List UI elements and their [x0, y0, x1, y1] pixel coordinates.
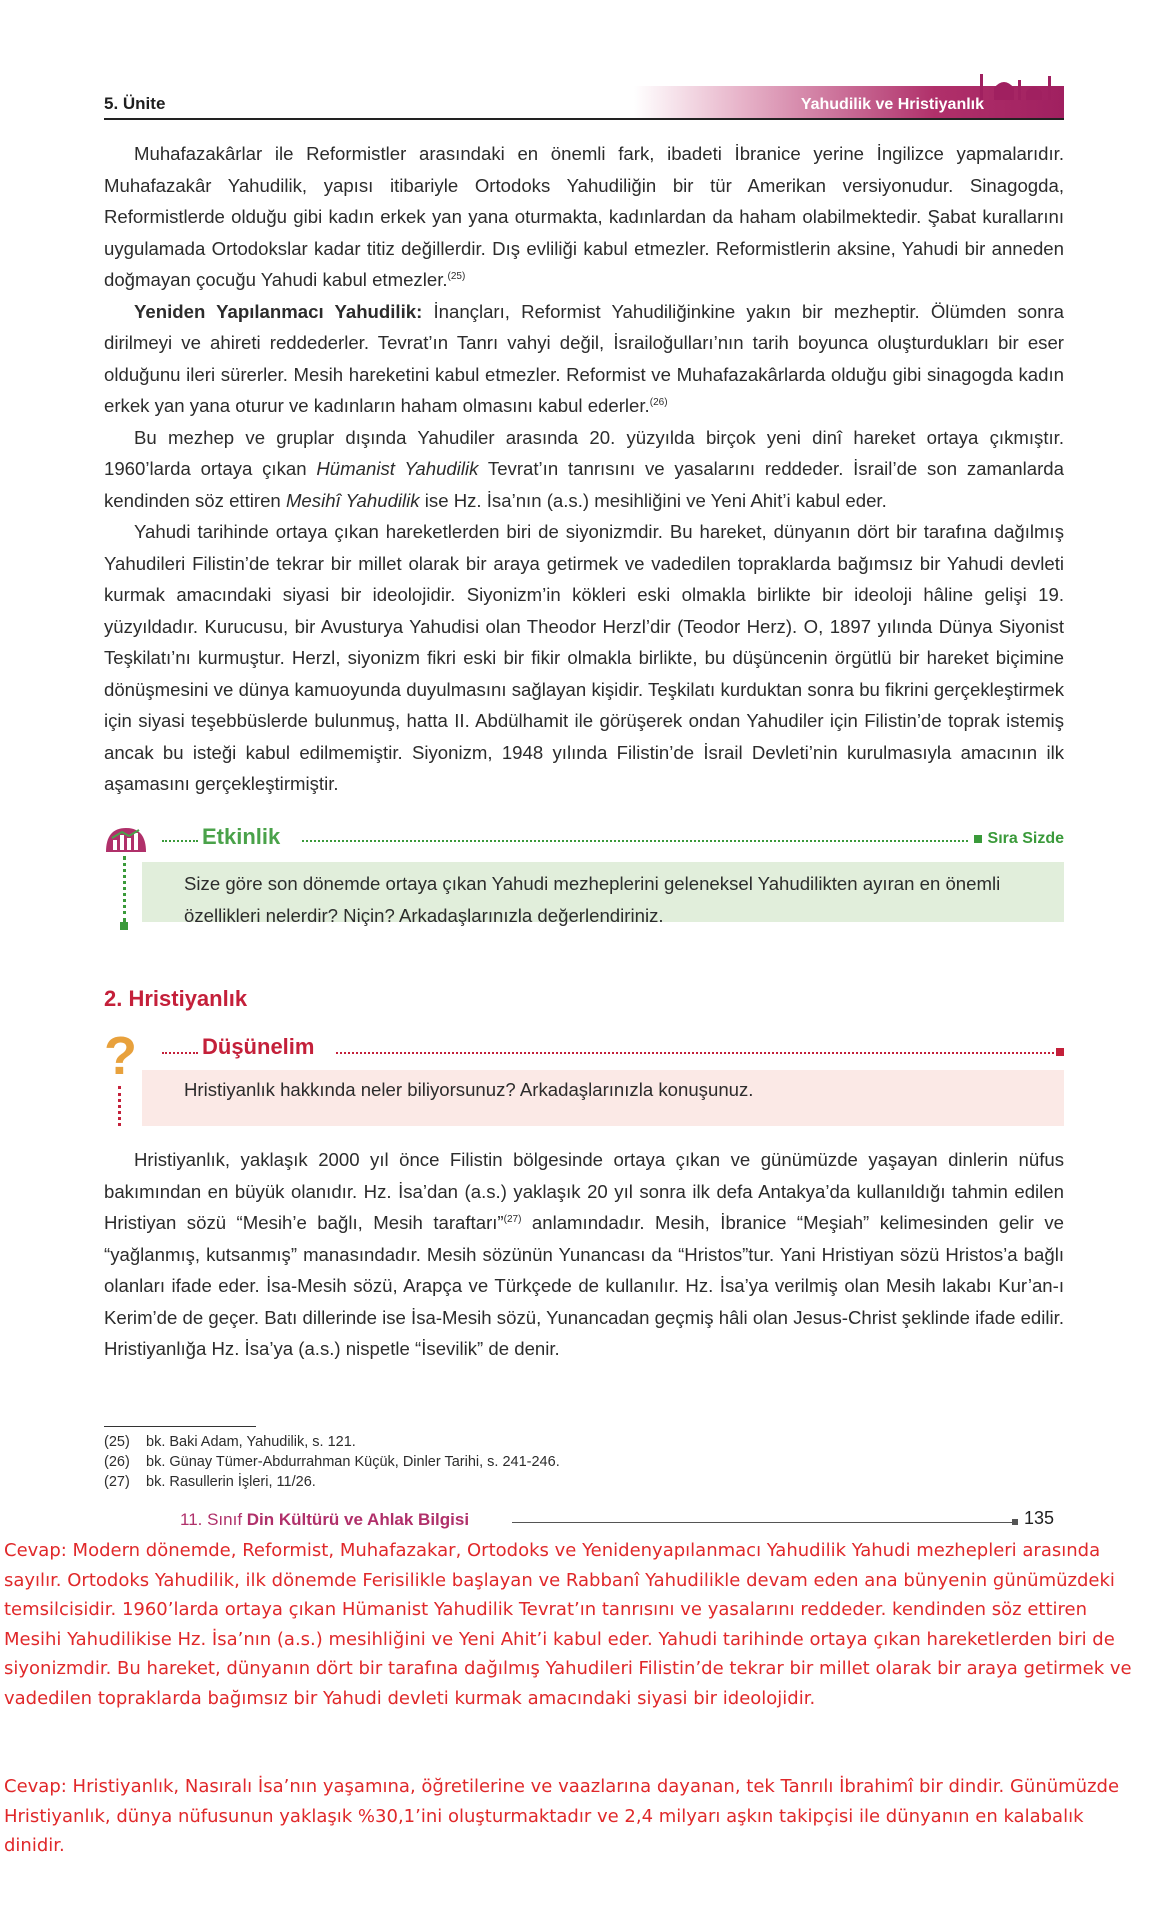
- etkinlik-box: [104, 822, 1064, 934]
- chapter-title: Yahudilik ve Hristiyanlık: [800, 96, 984, 113]
- unit-label: 5. Ünite: [104, 94, 166, 113]
- footer-book-title: 11. Sınıf Din Kültürü ve Ahlak Bilgisi: [180, 1510, 470, 1529]
- paragraph-siyonizm: Yahudi tarihinde ortaya çıkan hareketlerden biri de siyonizmdir. Bu hareket, dünyanın dört bir tarafına dağılmış Yahudileri Filistin’de tekrar bir millet olarak bir araya getirmek ve vadedilen topraklarda bağımsız bir Yahudi devleti kurmak amacındaki siyasi bir ideolojidir. Siyonizm’in kökleri eski olmakla birlikte bir ideoloji hâline gelişi 19. yüzyıldadır. Kurucusu, bir Avusturya Yahudisi olan Theodor Herzl’dir (Teodor Herz). O, 1897 yılında Dünya Siyonist Teşkilatı’nı kurmuştur. Herzl, siyonizm fikri eski bir fikir olmakla birlikte, bu düşüncenin örgütlü bir hareket biçimine dönüşmesini ve dünya kamuoyunda duyulmasını sağlayan kişidir. Teşkilatı kurduktan sonra bu fikrini gerçekleştirmek için siyasi teşebbüslerde bulunmuş, hatta II. Abdülhamit ile görüşerek ondan Yahudiler için Filistin’de toprak istemiş ancak bu isteği kabul edilmemiştir. Siyonizm, 1948 yılında Filistin’de İsrail Devleti’nin kurulmasıyla amacının ilk aşamasını gerçekleştirmiştir.: [104, 521, 1064, 794]
- section-title-hristiyanlik: 2. Hristiyanlık: [104, 986, 248, 1011]
- footnote-ref-26: (26): [649, 396, 668, 408]
- dusunelim-title: Düşünelim: [202, 1034, 315, 1059]
- header-banner: [634, 86, 1064, 118]
- page-header: [104, 86, 1064, 120]
- question-mark-icon: ?: [104, 1026, 137, 1086]
- answer-1: Cevap: Modern dönemde, Reformist, Muhafazakar, Ortodoks ve Yenidenyapılanmacı Yahudilik Yahudi mezhepleri arasında sayılır. Ortodoks Yahudilik, ilk dönemde Ferisilikle başlayan ve Rabbanî Yahudilikle devam eden ana bünyenin günümüzdeki temsilcisidir. 1960’larda ortaya çıkan Hümanist Yahudilik Tevrat’ın tanrısını ve yasalarını reddeder. kendinden söz ettiren Mesihi Yahudilikise Hz. İsa’nın (a.s.) mesihliğini ve Yeni Ahit’i kabul eder. Yahudi tarihinde ortaya çıkan hareketlerden biri de siyonizmdir. Bu hareket, dünyanın dört bir tarafına dağılmış Yahudileri Filistin’de tekrar bir millet olarak bir araya getirmek ve vadedilen topraklarda bağımsız bir Yahudi devleti kurmak amacındaki siyasi bir ideolojidir.: [4, 1540, 1132, 1709]
- paragraph-muhafazakar: Muhafazakârlar ile Reformistler arasındaki en önemli fark, ibadeti İbranice yerine İngilizce yapmalarıdır. Muhafazakâr Yahudilik, yapısı itibariyle Ortodoks Yahudiliğin bir tür Amerikan versiyonudur. Sinagogda, Reformistlerde olduğu gibi kadın erkek yan yana oturmakta, kadınlardan da haham olabilmektedir. Şabat kurallarını uygulamada Ortodokslar kadar titiz değillerdir. Dış evliliği kabul etmezler. Reformistlerin aksine, Yahudi bir anneden doğmayan çocuğu Yahudi kabul etmezler.$^{(25)}$: [104, 143, 1064, 290]
- etkinlik-dotted-line: [123, 856, 126, 922]
- dusunelim-box: [104, 1026, 1064, 1126]
- mosque-skyline-icon: [974, 70, 1064, 100]
- page-number: 135: [1024, 1508, 1055, 1528]
- answer-2: Cevap: Hristiyanlık, Nasıralı İsa’nın yaşamına, öğretilerine ve vaazlarına dayanan, tek Tanrılı İbrahimî bir dindir. Günümüzde Hristiyanlık, dünya nüfusunun yaklaşık %30,1’ini oluşturmaktadır ve 2,4 milyarı aşkın takipçisi ile dünyanın en kalabalık dinidir.: [4, 1776, 1120, 1856]
- dusunelim-dotted-line: [118, 1086, 121, 1126]
- footer-rule: [512, 1522, 1016, 1523]
- paragraph-yeni-hareketler: Bu mezhep ve gruplar dışında Yahudiler arasında 20. yüzyılda birçok yeni dinî hareket ortaya çıkmıştır. 1960’larda ortaya çıkan Hümanist Yahudilik Tevrat’ın tanrısını ve yasalarını reddeder. İsrail’de son zamanlarda kendinden söz ettiren Mesihî Yahudilik ise Hz. İsa’nın (a.s.) mesihliğini ve Yeni Ahit’i kabul eder.: [104, 426, 1064, 511]
- footnote-ref-27: (27): [503, 1213, 522, 1225]
- page-footer: [104, 1510, 1064, 1534]
- dusunelim-question: Hristiyanlık hakkında neler biliyorsunuz? Arkadaşlarınızla konuşunuz.: [142, 1070, 1064, 1126]
- paragraph-hristiyanlik: Hristiyanlık, yaklaşık 2000 yıl önce Filistin bölgesinde ortaya çıkan ve günümüzde yaşayan dinlerin nüfus bakımından en büyük olanıdır. Hz. İsa’dan (a.s.) yaklaşık 20 yıl sonra ilk defa Antakya’da kullanıldığı tahmin edilen Hristiyan sözü “Mesih’e bağlı, Mesih taraftarı”$^{(27)}$ anlamındadır. Mesih, İbranice “Meşiah” kelimesinden gelir ve “yağlanmış, kutsanmış” manasındadır. Mesih sözünün Yunancası da “Hristos”tur. Yani Hristiyan sözü Hristos’a bağlı olanları ifade eder. İsa-Mesih sözü, Arapça ve Türkçede de kullanılır. Hz. İsa’ya verilmiş olan Mesih lakabı Kur’an-ı Kerim’de de geçer. Batı dillerinde ise İsa-Mesih sözü, Yunancadan geçmiş hâli olan Jesus-Christ şeklinde ifade edilir. Hristiyanlığa Hz. İsa’ya (a.s.) nispetle “İsevilik” de denir.: [104, 1149, 1064, 1359]
- body-text-top: [104, 138, 1064, 800]
- etkinlik-question: Size göre son dönemde ortaya çıkan Yahudi mezheplerini geleneksel Yahudilikten ayıran en önemli özellikleri nelerdir? Niçin? Arkadaşlarınızla değerlendiriniz.: [142, 862, 1064, 922]
- sira-sizde-label: Sıra Sizde: [968, 830, 1064, 848]
- footnote-item: (27) bk. Rasullerin İşleri, 11/26.: [104, 1474, 316, 1490]
- activity-chart-icon: [104, 824, 148, 854]
- footnote-item: (26) bk. Günay Tümer-Abdurrahman Küçük, Dinler Tarihi, s. 241-246.: [104, 1454, 560, 1470]
- paragraph-yeniden-yapilanmaci: Yeniden Yapılanmacı Yahudilik: İnançları, Reformist Yahudiliğinkine yakın bir mezheptir. Ölümden sonra dirilmeyi ve ahireti reddederler. Tevrat’ın Tanrı vahyi değil, İsrailoğulları’nın tarih boyunca oluşturdukları bir eser olduğunu ileri sürerler. Mesih hareketini kabul etmezler. Reformist ve Muhafazakârlarda olduğu gibi sinagogda kadın erkek yan yana oturur ve kadınların haham olmasını kabul ederler.$^{(26)}$: [104, 300, 1064, 416]
- etkinlik-square-marker: [120, 922, 128, 930]
- body-text-hristiyanlik: [104, 1144, 1064, 1365]
- header-rule: [104, 118, 1064, 120]
- etkinlik-title: Etkinlik: [202, 824, 281, 849]
- dusunelim-square-marker: [1056, 1048, 1064, 1056]
- footnote-item: (25) bk. Baki Adam, Yahudilik, s. 121.: [104, 1434, 356, 1450]
- footnote-rule: [104, 1426, 256, 1427]
- footnotes: [104, 1432, 560, 1492]
- footnote-ref-25: (25): [447, 270, 466, 282]
